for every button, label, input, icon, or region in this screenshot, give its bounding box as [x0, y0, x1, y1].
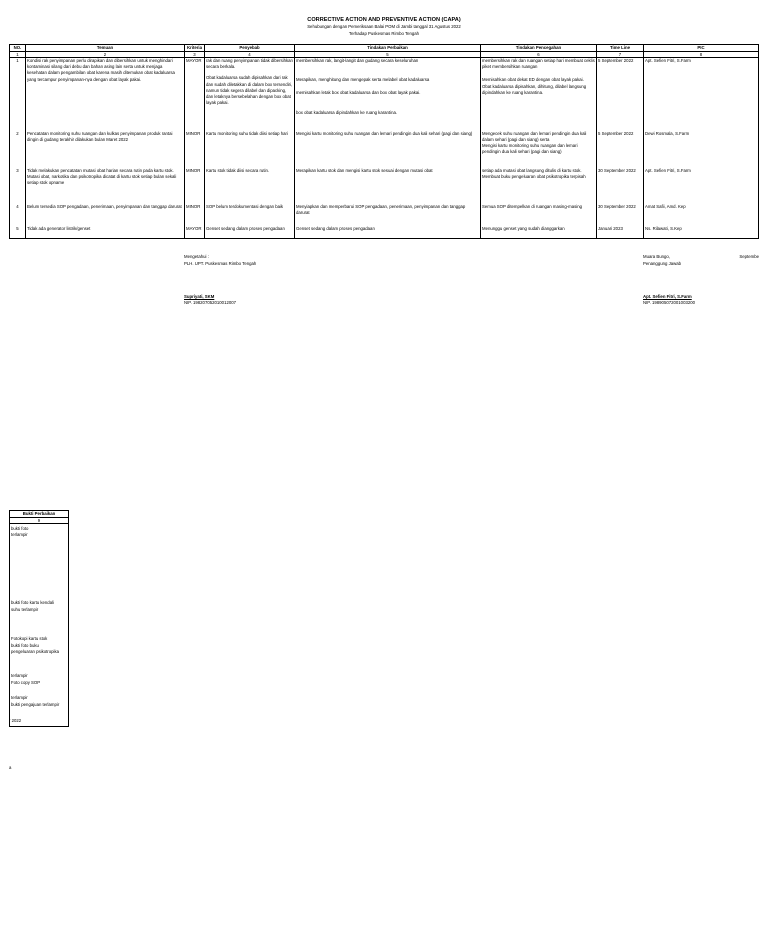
- table-header-row: [10, 45, 759, 52]
- pencegahan-item: Menunggu genset yang sudah dianggarkan: [482, 225, 565, 231]
- document-subtitle: Sehubungan dengan Pemeriksaan Balai POM di Jambi tanggal 31 Agustus 2022: [307, 24, 461, 29]
- row-number: 1: [10, 58, 26, 131]
- pic-cell: Apt. Sefien Fitri, S.Farm: [644, 168, 759, 204]
- row-number: 2: [10, 131, 26, 168]
- temuan-cell: Pencatatan monitoring suhu ruangan dan kulkas penyimpanan produk rantai dingin di gudang terakhir dilakukan bulan Maret 2022: [26, 131, 185, 168]
- table-row: [10, 204, 759, 226]
- signature-right-name: Apt. Sefien Fitri, S.Farm: [643, 294, 692, 299]
- kriteria-cell: MAYOR: [185, 226, 205, 239]
- capa-table: [9, 44, 759, 239]
- penyebab-item: Obat kadaluarsa sudah dipisahkan dari rak dan sudah diletakkan di dalam box tersendiri, namun tidak segera dilabel dan dipacking, dan letaknya bersebelahan dengan box obat layak pakai.: [206, 75, 293, 106]
- pencegahan-item: Memisahkan obat dekat ED dengan obat layak pakai.: [482, 77, 584, 83]
- pic-cell: Dewi Rosmala, S.Farm: [644, 131, 759, 168]
- penyebab-item: rak dan ruang penyimpanan tidak dibersihkan secara berkala.: [206, 58, 293, 70]
- perbaikan-item: Merapikan kartu stok dan mengisi kartu stok sesuai dengan mutasi obat: [296, 167, 433, 173]
- column-number: 5: [295, 52, 481, 58]
- penyebab-item: Genset sedang dalam proses pengadaan: [206, 225, 285, 231]
- pencegahan-item: membersihkan rak dan ruangan setiap hari membuat ceklis piket membersihkan ruangan: [482, 58, 595, 70]
- row-number: 5: [10, 226, 26, 239]
- bukti-column-number: 9: [10, 518, 68, 524]
- header-temuan: Temuan: [26, 45, 185, 52]
- perbaikan-item: Merapikan, menghitung dan mengepak serta melabel obat kadaluarsa: [296, 77, 430, 83]
- penyebab-item: SOP belum terdokumentasi dengan baik: [206, 203, 284, 209]
- penyebab-cell: [205, 204, 295, 226]
- pic-cell: Amat Safii, Amd. Kep: [644, 204, 759, 226]
- bukti-perbaikan-table: [9, 510, 69, 727]
- signature-right: [643, 253, 759, 305]
- timeline-cell: Januari 2023: [597, 226, 644, 239]
- perbaikan-item: Menyiapkan dan memperbarui SOP pengadaan, penerimaan, penyimpanan dan tanggap darurat: [296, 203, 466, 215]
- signature-right-line1: [643, 253, 759, 260]
- perbaikan-item: membersihkan rak, langit-langit dan gudang secara keseluruhan: [296, 58, 419, 63]
- temuan-cell: Belum tersedia SOP pengadaan, penerimaan, penyimpanan dan tanggap darurat: [26, 204, 185, 226]
- signature-left-name: Supriyati, SKM: [184, 294, 215, 299]
- kriteria-cell: MINOR: [185, 204, 205, 226]
- penyebab-item: Kartu stok tidak diisi secara rutin.: [206, 167, 270, 173]
- penyebab-cell: [205, 131, 295, 168]
- signature-left-nip: NIP. 198207052010012007: [184, 300, 237, 305]
- column-number: 7: [597, 52, 644, 58]
- header-pic: PIC: [644, 45, 759, 52]
- column-number: 4: [205, 52, 295, 58]
- perbaikan-cell: [295, 226, 481, 239]
- perbaikan-cell: [295, 131, 481, 168]
- column-number: 3: [185, 52, 205, 58]
- perbaikan-item: Genset sedang dalam proses pengadaan: [296, 225, 375, 231]
- header-penyebab: Penyebab: [205, 45, 295, 52]
- timeline-cell: 5 September 2022: [597, 58, 644, 131]
- pencegahan-cell: [481, 58, 597, 131]
- pencegahan-cell: [481, 131, 597, 168]
- penyebab-cell: [205, 168, 295, 204]
- row-number: 3: [10, 168, 26, 204]
- perbaikan-item: Mengisi kartu monitoring suhu ruangan dan lemari pendingin dua kali sehari (pagi dan siang): [296, 130, 473, 136]
- table-row: [10, 226, 759, 239]
- perbaikan-item: box obat kadaluarsa dipindahkan ke ruang karantina.: [296, 109, 398, 115]
- bukti-item: bukti foto: [11, 526, 29, 531]
- table-row: [10, 131, 759, 168]
- bukti-item: terlampir: [11, 532, 28, 537]
- column-number: 6: [481, 52, 597, 58]
- column-number: 8: [644, 52, 759, 58]
- header-tindakan-pencegahan: Tindakan Pencegahan: [481, 45, 597, 52]
- bukti-item: pengeluaran psikotropika: [11, 649, 60, 654]
- kriteria-cell: MAYOR: [185, 58, 205, 131]
- signature-right-nip: NIP. 198905072001003200: [643, 300, 696, 305]
- kriteria-cell: MINOR: [185, 131, 205, 168]
- perbaikan-cell: [295, 58, 481, 131]
- pic-cell: Apt. Sefien Fitri, S.Farm: [644, 58, 759, 131]
- pencegahan-cell: [481, 226, 597, 239]
- pic-cell: Ns. Rilawati, S.Kep: [644, 226, 759, 239]
- signature-left: [184, 253, 256, 305]
- signature-left-line1: Mengetahui :: [184, 254, 209, 259]
- bukti-header: Bukti Perbaikan: [10, 511, 68, 518]
- penyebab-cell: [205, 226, 295, 239]
- bukti-item: Fotokopi kartu stok: [11, 636, 48, 641]
- row-number: 4: [10, 204, 26, 226]
- column-number: 1: [10, 52, 26, 58]
- bukti-item: bukti foto kartu kendali: [11, 600, 54, 605]
- pencegahan-item: Membuat buku pengeluaran obat psikotropika terpisah: [482, 173, 586, 179]
- table-row: [10, 58, 759, 131]
- header-tindakan-perbaikan: Tindakan Perbaikan: [295, 45, 481, 52]
- table-row: [10, 168, 759, 204]
- bukti-item: bukti foto buku: [11, 643, 39, 648]
- header-no: NO.: [10, 45, 26, 52]
- bukti-item: suhu terlampir: [11, 607, 39, 612]
- bukti-item: terlampir: [11, 695, 28, 700]
- signature-left-line2: PLH. UPT. Puskesmas Rimbo Tengah: [184, 261, 257, 266]
- perbaikan-cell: [295, 204, 481, 226]
- signature-right-month: Septembe: [739, 254, 759, 259]
- bukti-item: bukti pengajuan terlampir: [11, 702, 60, 707]
- pencegahan-item: Obat kadaluarsa dipisahkan, dihitung, dilabel langsung dipindahkan ke ruang karantina.: [482, 83, 587, 95]
- timeline-cell: 30 September 2022: [597, 204, 644, 226]
- signature-right-place: Muara Bungo,: [643, 254, 670, 259]
- pencegahan-cell: [481, 168, 597, 204]
- pencegahan-item: setiap ada mutasi obat langsung ditulis di kartu stok.: [482, 167, 582, 173]
- header-kriteria: Kriteria: [185, 45, 205, 52]
- bukti-item: Foto copy SOP: [11, 680, 41, 685]
- temuan-cell: Tidak ada generator listrik/genset: [26, 226, 185, 239]
- pencegahan-item: Mengecek suhu ruangan dan lemari pendingin dua kali dalam sehari (pagi dan siang) serta: [482, 130, 587, 142]
- bukti-body: [10, 524, 68, 726]
- pencegahan-cell: [481, 204, 597, 226]
- kriteria-cell: MINOR: [185, 168, 205, 204]
- pencegahan-item: Semua SOP ditempelkan di ruangan masing-masing: [482, 203, 582, 209]
- penyebab-cell: [205, 58, 295, 131]
- timeline-cell: 5 September 2022: [597, 131, 644, 168]
- overflow-page-fragment: a: [9, 765, 12, 770]
- temuan-cell: Kondisi rak penyimpanan perlu dirapikan dan dibersihkan untuk menghindari kontaminasi silang dari debu dan bahan asing lain serta untuk menjaga kesehatan dalam pengambilan obat karena masih ditemukan obat kadaluarsa yang tercampur penyimpanan-nya dengan obat layak pakai.: [26, 58, 185, 131]
- temuan-cell: Tidak melakukan pencatatan mutasi obat harian secara rutin pada kartu stok. Mutasi obat, narkotika dan psikotropika dicatat di kartu stok setiap bulan sekali setiap stok opname: [26, 168, 185, 204]
- document-title: CORRECTIVE ACTION AND PREVENTIVE ACTION (CAPA): [307, 17, 461, 23]
- column-number: 2: [26, 52, 185, 58]
- pencegahan-item: Mengisi kartu monitoring suhu ruangan dan lemari pendingin dua kali sehari (pagi dan siang): [482, 142, 578, 155]
- bukti-item: terlampir: [11, 673, 28, 678]
- document-subject: Terhadap Puskesmas Rimbo Tengah: [348, 31, 420, 36]
- penyebab-item: Kartu monitoring suhu tidak diisi setiap hari: [206, 130, 288, 136]
- perbaikan-item: memisahkan letak box obat kadaluarsa dan box obat layak pakai.: [296, 90, 421, 96]
- overflow-date-fragment: r 2022: [9, 718, 22, 723]
- timeline-cell: 30 September 2022: [597, 168, 644, 204]
- header-time-line: Time Line: [597, 45, 644, 52]
- signature-right-line2: Penanggung Jawab: [643, 261, 681, 266]
- perbaikan-cell: [295, 168, 481, 204]
